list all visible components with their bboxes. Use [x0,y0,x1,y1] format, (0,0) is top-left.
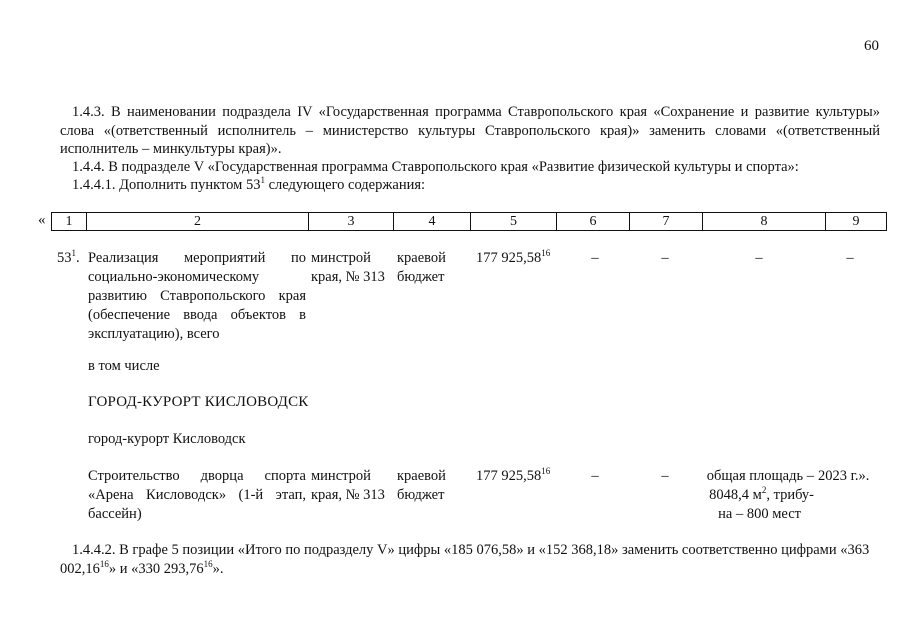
row2-name: Строительство дворца спорта «Арена Кисловодск» (1-й этап, бассейн) [88,468,306,522]
row1-amount [476,249,550,268]
col-header-7: 7 [630,213,703,231]
row1-amount-sup: 16 [541,248,551,259]
col-header-9: 9 [826,213,887,231]
paragraph-1-4-4-1 [72,176,892,195]
row2-amount-text: 177 925,58 [476,468,542,484]
row2-col8-area-sup: 2 [761,485,767,496]
table-open-quote: « [38,212,46,228]
paragraph-1-4-3: 1.4.3. В наименовании подраздела IV «Государственная программа Ставропольского края «Сохранение и развитие культуры» слова «(ответственный исполнитель – министерство культуры Ставропольского края)» заменить словами «(ответственный исполнитель – минкультуры края)». [60,104,880,157]
row2-col8-line1: общая площадь – [706,468,814,484]
paragraph-1-4-4-1-tail: следующего содержания: [264,177,426,193]
table-header [51,212,887,231]
col-header-4: 4 [394,213,471,231]
paragraph-1-4-4-2-sup2: 16 [203,558,213,569]
row2-col7: – [661,468,669,484]
paragraph-1-4-4-1-sup: 1 [260,175,265,186]
row2-col6: – [591,468,599,484]
row1-source: краевой бюджет [397,250,446,285]
row1-col6: – [591,250,599,266]
col-header-8: 8 [703,213,826,231]
row2-col8-area: 8048,4 м [709,487,762,503]
row-number-dot: . [76,250,80,266]
row2-col8-line3: на – 800 мест [718,506,801,522]
row1-amount-text: 177 925,58 [476,250,542,266]
row1-col8: – [755,250,763,266]
row-number-text: 53 [57,250,72,266]
page-number: 60 [864,38,879,54]
row2-executor: минстрой края, № 313 [311,468,385,503]
col-header-3: 3 [309,213,394,231]
row-number [57,249,80,268]
row-number-sup: 1 [71,248,76,259]
paragraph-1-4-4: 1.4.4. В подразделе V «Государственная программа Ставропольского края «Развитие физической культуры и спорта»: [72,159,799,175]
row1-name: Реализация мероприятий по социально-экономическому развитию Ставропольского края (обеспечение ввода объектов в эксплуатацию), всего [88,250,306,342]
paragraph-1-4-4-2-text: 1.4.4.2. В графе 5 позиции «Итого по подразделу V» цифры «185 076,58» и «152 368,18» заменить соответственно цифрами «363 002,16 [60,542,870,577]
city-subheading: город-курорт Кисловодск [88,431,246,447]
row2-amount [476,467,550,486]
col-header-1: 1 [52,213,87,231]
row1-executor: минстрой края, № 313 [311,250,385,285]
city-heading: ГОРОД-КУРОРТ КИСЛОВОДСК [88,394,309,410]
row2-source: краевой бюджет [397,468,446,503]
col-header-5: 5 [471,213,557,231]
row2-col8-area-tail: , трибу- [766,487,814,503]
paragraph-1-4-4-2-end: ». [212,560,224,577]
col-header-6: 6 [557,213,630,231]
paragraph-1-4-4-2-mid: » и «330 293,76 [108,560,204,577]
paragraph-1-4-4-1-text: 1.4.4.1. Дополнить пунктом 53 [72,177,261,193]
col-header-2: 2 [87,213,309,231]
row2-col8-line2 [696,486,814,505]
row1-col9: – [846,250,854,266]
paragraph-1-4-4-2 [60,541,880,578]
row2-col9: 2023 г.». [818,468,870,484]
row1-col7: – [661,250,669,266]
including-label: в том числе [88,358,160,374]
row2-amount-sup: 16 [541,466,551,477]
paragraph-1-4-4-2-sup1: 16 [99,558,109,569]
